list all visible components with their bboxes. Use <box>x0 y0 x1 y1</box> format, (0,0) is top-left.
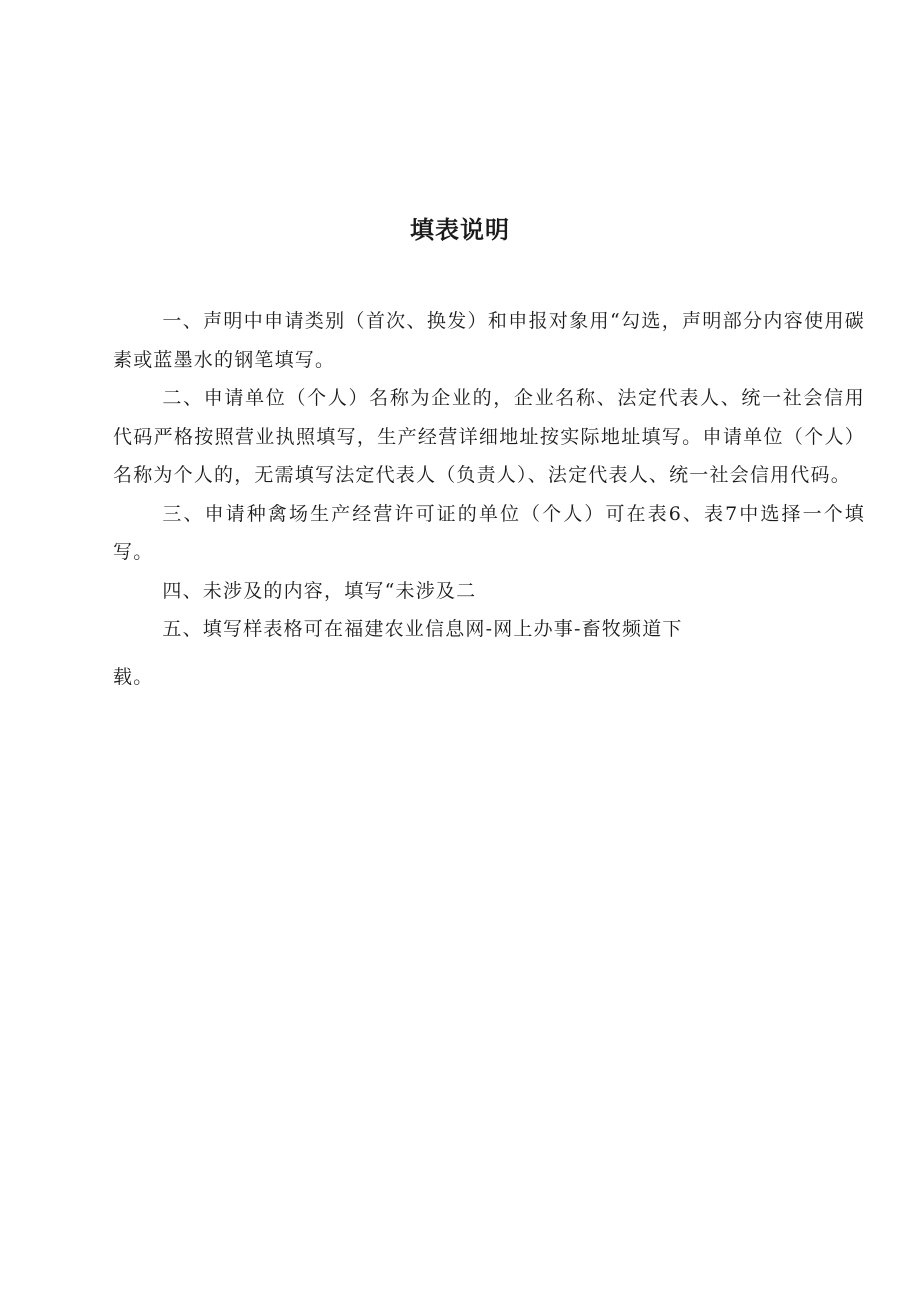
instructions-body <box>113 302 865 696</box>
instruction-paragraph-4: 四、未涉及的内容，填写“未涉及二 <box>162 579 477 602</box>
page-title: 填表说明 <box>410 216 510 244</box>
instruction-paragraph-3: 三、申请种禽场生产经营许可证的单位（个人）可在表6、表7中选择一个填写。 <box>113 502 865 563</box>
instruction-paragraph-1: 一、声明中申请类别（首次、换发）和申报对象用“勾选，声明部分内容使用碳素或蓝墨水的钢笔填写。 <box>113 310 865 371</box>
instruction-paragraph-2: 二、申请单位（个人）名称为企业的，企业名称、法定代表人、统一社会信用代码严格按照营业执照填写，生产经营详细地址按实际地址填写。申请单位（个人）名称为个人的，无需填写法定代表人（负责人）、法定代表人、统一社会信用代码。 <box>113 387 865 486</box>
instruction-paragraph-5: 五、填写样表格可在福建农业信息网-网上办事-畜牧频道下 <box>162 618 683 640</box>
instruction-paragraph-5-continuation: 载。 <box>113 665 154 688</box>
